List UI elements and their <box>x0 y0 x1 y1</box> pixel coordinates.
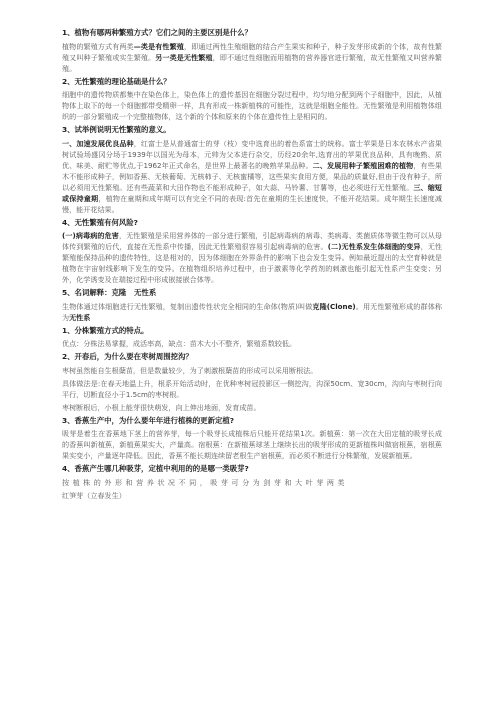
question-5-heading <box>62 287 442 299</box>
question-3-answer <box>62 138 442 215</box>
question-2-heading: 2、无性繁殖的理论基础是什么？ <box>62 76 171 86</box>
heading-text: 5、名词解释： <box>62 288 112 297</box>
question-4-heading: 4、无性繁殖有何风险? <box>62 217 138 227</box>
question-5-answer <box>62 301 442 323</box>
heading-term: 克隆 <box>111 288 127 297</box>
section-4-answer: 按植株的外形和营养状况不同，吸芽可分为剑芽和大叶芽两类 <box>62 477 349 487</box>
answer-text: ，即通过两性生殖细胞的结合产生果实和种子，种子发芽形成新的个体，故有性繁殖又叫种子繁殖或实生繁殖。 <box>62 41 442 62</box>
question-2-answer: 细胞中的遗传物质都集中在染色体上，染色体上的遗传基因在细胞分裂过程中，均匀地分配到两个子细胞中，因此，从植物体上取下的每一个细胞都带受精卵一样，具有形成一株新植株的可能性，这就是细胞全能性。无性繁殖是利用植物体组织的一部分繁殖成一个完整植物体，这个新的个体和原来的个体在遗传性上是相同的。 <box>62 90 442 121</box>
answer-keyword: 克隆(Clone) <box>312 301 356 311</box>
answer-text: ，有些果木不能形成种子，例如香蕉、无核葡萄、无核柿子、无核蜜橘等，这些果实食用方便，果品的质量好,但由于没有种子，所以必须用无性繁殖。还有些蔬菜和大田作物也不能形成种子，如大蒜、马铃薯、甘薯等，也必须进行无性繁殖。 <box>62 160 442 192</box>
question-1-answer <box>62 41 442 74</box>
answer-keyword: —类是有性繁殖 <box>133 41 184 51</box>
answer-text: ，无性繁殖是采用营养体的一部分进行繁殖，引起病毒病的病毒、类病毒、类菌质体等微生物可以从母体传到繁殖的后代，直接在无性系中传播，因此无性繁殖很容易引起病毒病的危害。 <box>62 231 442 251</box>
question-1-heading: 1、植物有哪两种繁殖方式？它们之间的主要区别是什么？ <box>62 28 252 37</box>
section-1-answer: 优点：分株法易掌握，成活率高，缺点：苗木大小不整齐，繁殖系数较低。 <box>62 339 297 348</box>
section-3-answer: 吸芽是着生在香蕉地下茎上的营养芽，每一个吸芽长成植株后只能开花结果1次。新植蕉：第一次在大田定植的吸芽长成的香蕉叫新植蕉，新植蕉果实大，产量高。宿根蕉：在新植蕉球茎上继续长出的吸芽形成的更新植株叫做宿根蕉，宿根蕉果实变小，产量逐年降低。因此，香蕉不能长期连续留老根生产宿根蕉，而必须不断进行分株繁殖，发展新植蕉。 <box>62 429 442 460</box>
question-4-answer <box>62 230 442 285</box>
answer-text: ，无性繁殖能保持品种的遗传特性，这是相对的，因为体细胞在外界条件的影响下也会发生变异。例如最近提出的太空育种就是植物在宇宙射线影响下发生的变异。在植物组织培养过程中，由于激素等化学药剂的刺激也能引起无性系产生变变；另外，化学诱变及在瑞接过程中形成嵌接嵌合体等。 <box>62 242 442 284</box>
answer-keyword: 无性系 <box>69 312 91 322</box>
answer-text: ，即不通过性细胞而用植物的营养器官进行繁殖，故无性繁殖又叫营养繁殖。 <box>62 52 442 73</box>
answer-text: 植物的繁殖方式有两类 <box>62 41 134 51</box>
section-2-paragraph: 具体做法是:在春天地温上升，根系开始活动时，在优种枣树冠投影区一侧挖沟，沟深50cm、宽30cm，沟向与枣树行向平行，切断直径小于1.5cm的枣树根。 <box>62 378 442 399</box>
section-2-heading: 2、开春后，为什么要在枣树周围挖沟？ <box>62 352 193 361</box>
section-4-answer-tail: 红笋芽（立春发生） <box>62 490 126 500</box>
answer-text: 。用无性繁殖形成的群体称为 <box>62 301 442 322</box>
section-4-heading: 4、香蕉产生哪几种吸芽，定植中利用的的是哪一类吸芽? <box>62 464 249 473</box>
answer-keyword: 三、缩短或保持童期 <box>62 182 442 203</box>
answer-text: ，红富士是从普通富士的芽（枝）变中选育出的着色系富士的统称。富士苹果是日本农林水产省果树试验场盛冈分场于1939年以国光为母本，元帅为父本进行杂交，历经20余年,选育出的苹果优良品种，具有晚熟、质优、味美、耐贮等优点,于1962年正式命名，是世界上最著名的晚熟苹果品种。 <box>62 138 442 170</box>
answer-keyword: (一)病毒病的危害 <box>62 231 119 240</box>
answer-keyword: (二)无性系发生体细胞的变异 <box>327 242 421 251</box>
document-body <box>62 26 442 688</box>
answer-text: ，植物在童期和成年期可以有完全不同的表现:首先在童期的生长速度快，不能开花结果。成年期生长速度减慢，能开花结果。 <box>62 193 442 214</box>
answer-text: 生物体通过体细胞进行无性繁殖，复制出遗传性状完全相同的生命体(物质)叫做 <box>62 301 313 311</box>
section-2-paragraph: 枣树断根后，小根上能芽很快萌发，向上伸出地面，发育成苗。 <box>62 402 261 412</box>
question-3-heading: 3、试举例说明无性繁殖的意义。 <box>62 125 171 134</box>
answer-keyword: 一、加速发展优良品种 <box>62 138 134 148</box>
section-2-paragraph: 枣树虽然能自生根蘖苗，但是数量较少，为了刺激根蘖苗的形成可以采用断根法。 <box>62 365 318 375</box>
answer-keyword: 二、发展用种子繁殖困难的植物 <box>312 160 414 170</box>
section-1-heading: 1、分株繁殖方式的特点。 <box>62 325 149 335</box>
section-3-heading: 3、香蕉生产中，为什么要年年进行植株的更新定植? <box>62 415 235 425</box>
answer-keyword: 另一类是无性繁殖 <box>155 52 213 62</box>
heading-term: 无性系 <box>134 288 157 297</box>
